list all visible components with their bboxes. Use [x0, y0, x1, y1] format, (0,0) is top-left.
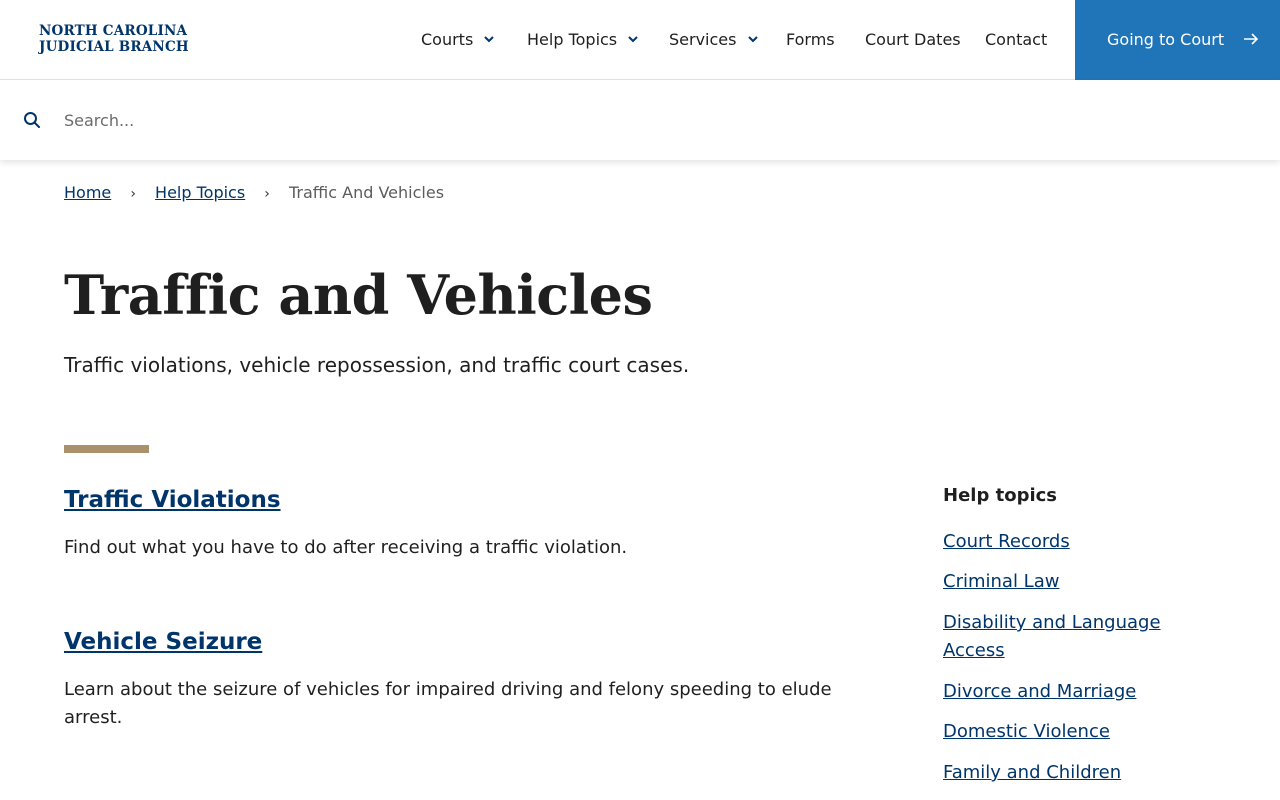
accent-divider [64, 445, 149, 453]
topic-description: Learn about the seizure of vehicles for impaired driving and felony speeding to elude arrest. [64, 679, 832, 728]
nav-services-label: Services [669, 30, 737, 49]
nav-forms[interactable]: Forms [786, 30, 835, 49]
logo-line-2: JUDICIAL BRANCH [39, 39, 189, 55]
search-bar [0, 80, 1280, 160]
nav-help-topics[interactable] [527, 30, 638, 50]
sidebar-link-court-records[interactable]: Court Records [943, 531, 1070, 552]
chevron-down-icon [628, 36, 638, 43]
chevron-down-icon [484, 36, 494, 43]
breadcrumb-current: Traffic And Vehicles [288, 183, 445, 202]
chevron-down-icon [748, 36, 758, 43]
chevron-right-icon: › [264, 186, 270, 202]
going-to-court-button[interactable] [1075, 0, 1280, 80]
topic-link-traffic-violations[interactable]: Traffic Violations [64, 487, 281, 513]
nav-contact[interactable]: Contact [985, 30, 1048, 49]
breadcrumb [64, 183, 444, 204]
nav-courts-label: Courts [421, 30, 474, 49]
chevron-right-icon: › [130, 186, 136, 202]
nav-court-dates[interactable]: Court Dates [865, 30, 961, 49]
arrow-right-icon [1243, 33, 1259, 45]
search-input[interactable] [64, 108, 1164, 132]
sidebar-link-criminal-law[interactable]: Criminal Law [943, 571, 1060, 592]
search-icon[interactable] [23, 111, 41, 129]
nav-help-topics-label: Help Topics [527, 30, 618, 49]
breadcrumb-help-topics[interactable]: Help Topics [155, 183, 246, 202]
topic-link-vehicle-seizure[interactable]: Vehicle Seizure [64, 629, 263, 655]
page-title: Traffic and Vehicles [64, 263, 653, 327]
nav-courts[interactable] [421, 30, 494, 50]
breadcrumb-home[interactable]: Home [64, 183, 112, 202]
topic-description: Find out what you have to do after receiving a traffic violation. [64, 537, 628, 558]
sidebar-link-disability-language-access[interactable]: Disability and Language Access [943, 612, 1161, 661]
sidebar-link-domestic-violence[interactable]: Domestic Violence [943, 721, 1110, 742]
sidebar-link-divorce-marriage[interactable]: Divorce and Marriage [943, 681, 1137, 702]
sidebar-heading: Help topics [943, 485, 1058, 506]
logo-line-1: NORTH CAROLINA [39, 23, 188, 39]
going-to-court-label: Going to Court [1107, 30, 1225, 49]
nav-services[interactable] [669, 30, 758, 50]
page-subtitle: Traffic violations, vehicle repossession, and traffic court cases. [64, 353, 690, 377]
site-header [0, 0, 1280, 80]
sidebar-link-family-children[interactable]: Family and Children [943, 762, 1122, 783]
main-nav [0, 0, 1075, 80]
